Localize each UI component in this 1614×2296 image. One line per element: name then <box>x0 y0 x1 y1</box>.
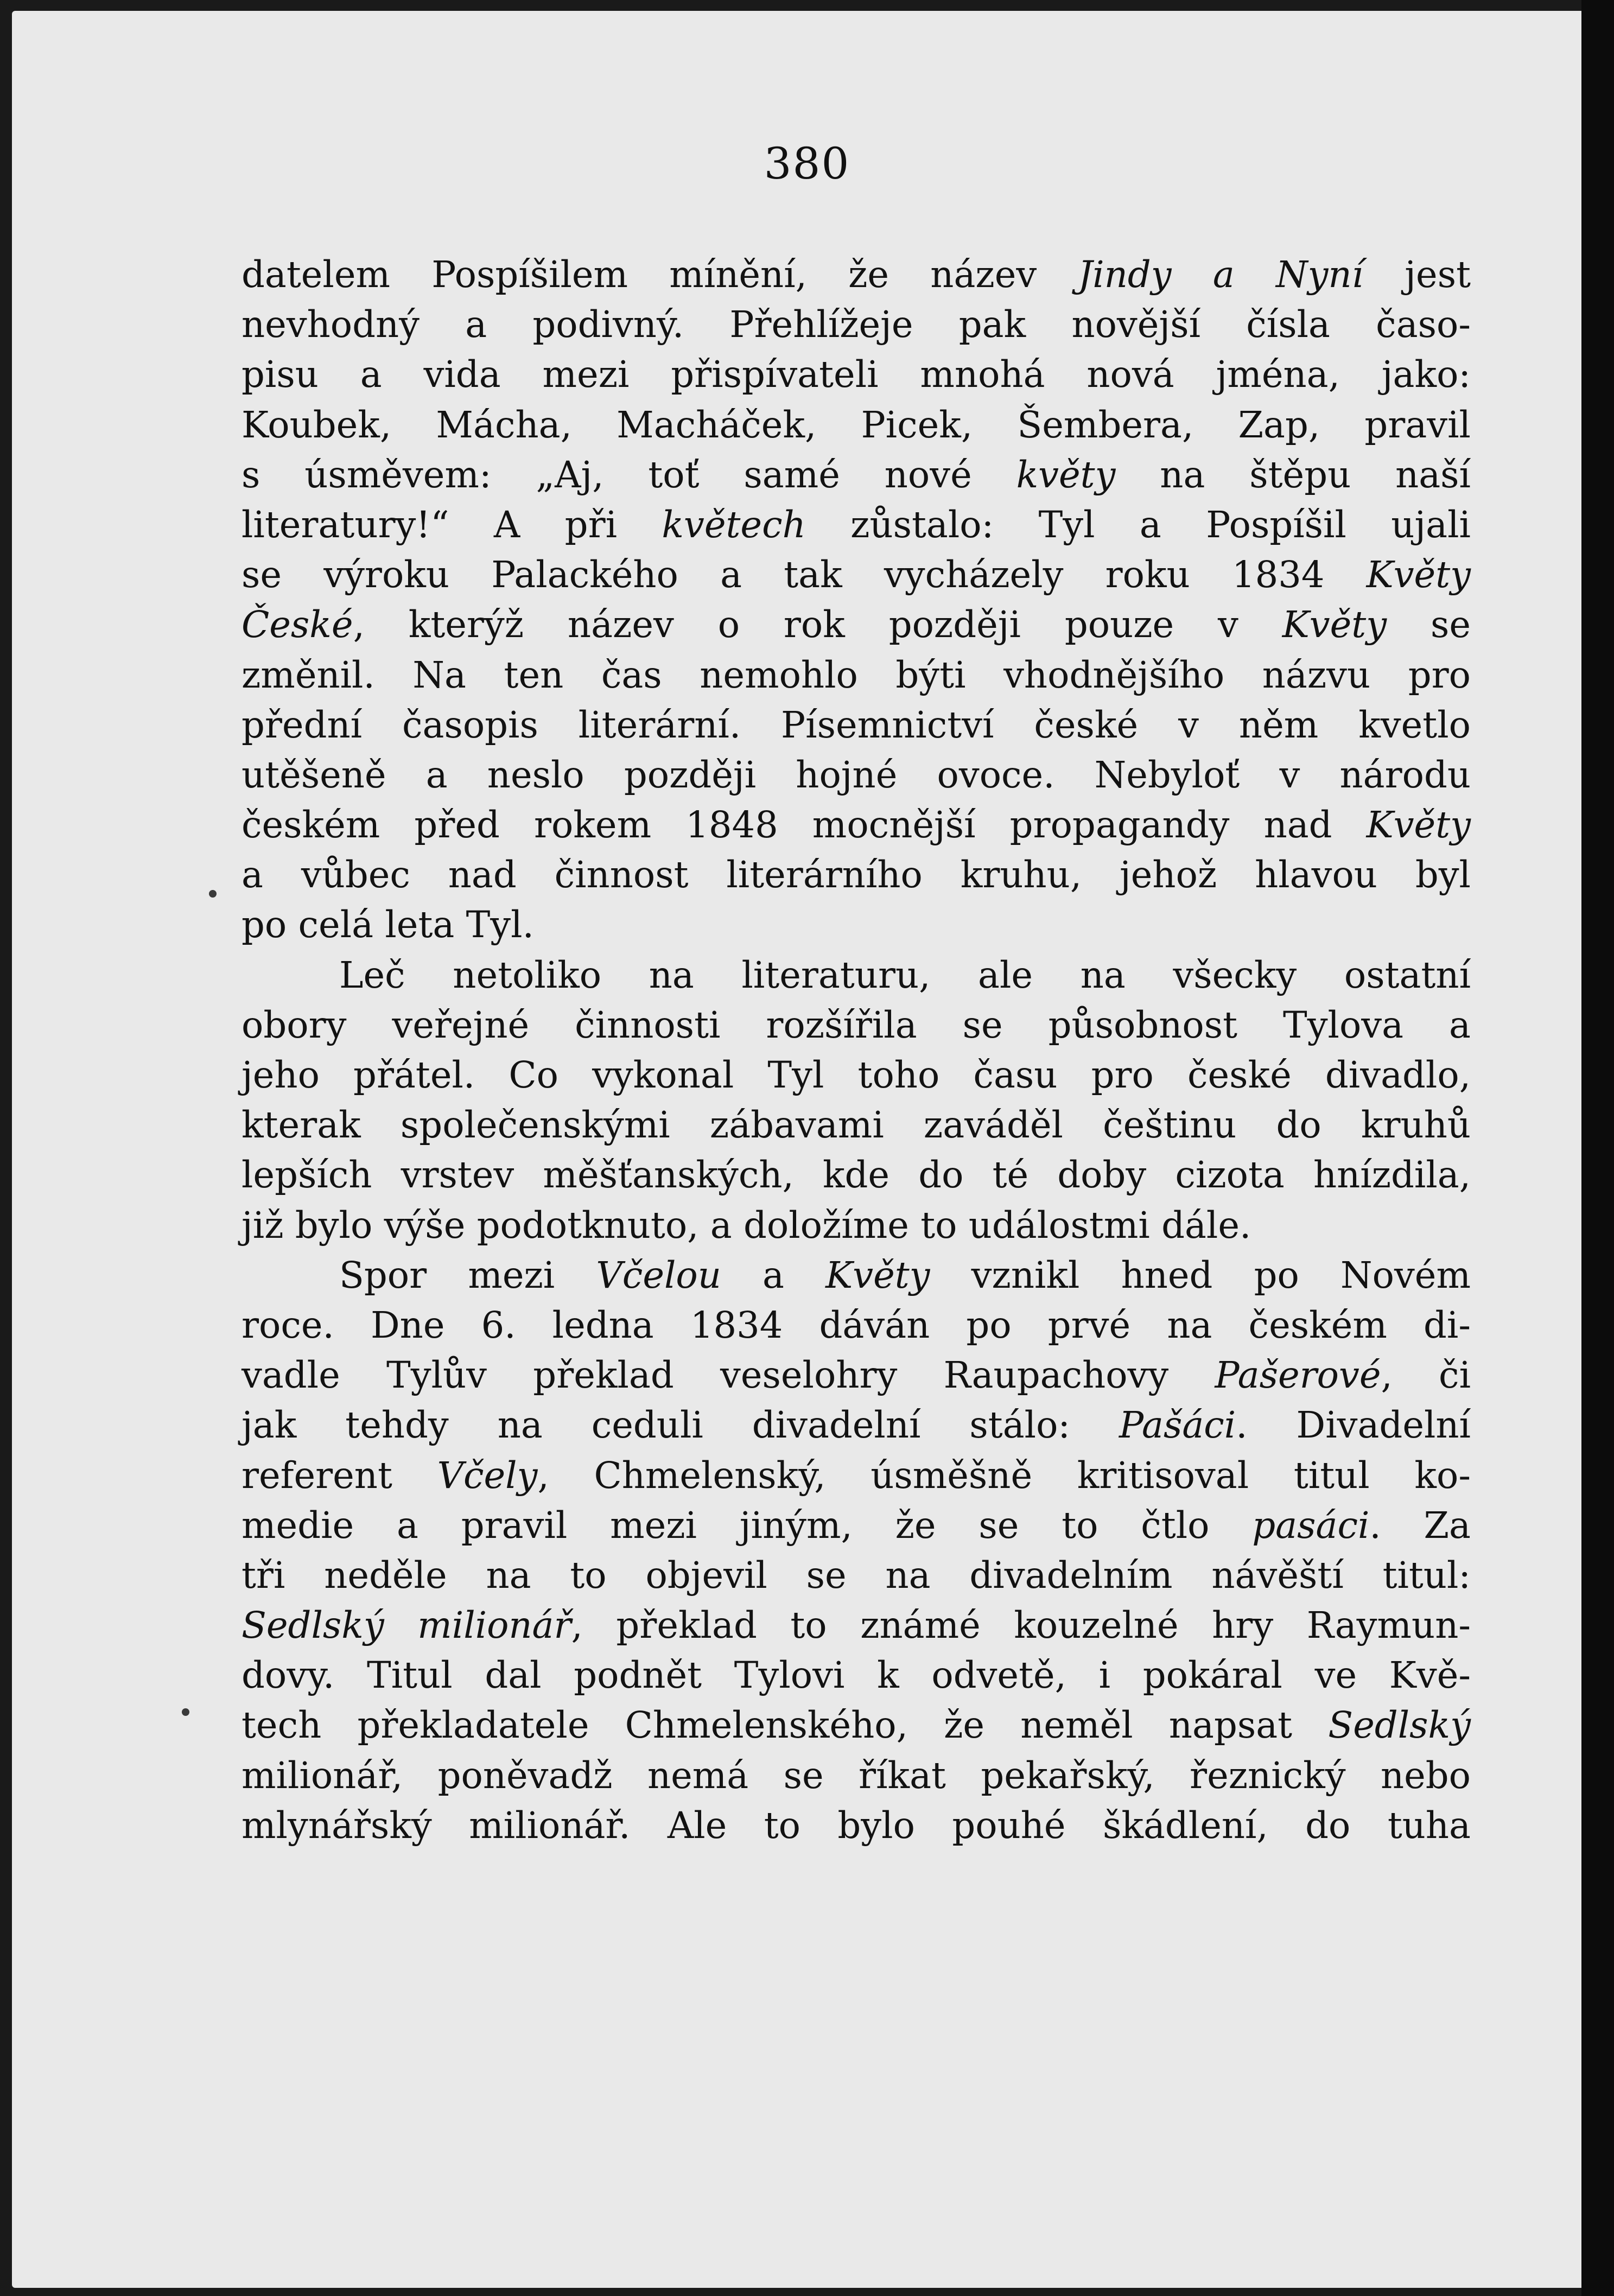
text-segment: tři neděle na to objevil se na divadelním návěští titul: <box>242 1554 1471 1597</box>
text-line <box>242 1300 1471 1350</box>
text-line <box>242 1350 1471 1400</box>
text-line <box>242 750 1471 800</box>
text-segment: . Za <box>1369 1504 1471 1547</box>
page-number: 380 <box>764 138 850 189</box>
text-segment: po celá leta Tyl. <box>242 904 534 946</box>
italic-title-segment: pasáci <box>1252 1504 1370 1547</box>
text-segment: literatury!“ A při <box>242 503 662 546</box>
text-line <box>242 450 1471 500</box>
text-segment: zůstalo: Tyl a Pospíšil ujali <box>805 503 1471 546</box>
text-line <box>242 1700 1471 1750</box>
italic-title-segment: Květy <box>825 1254 930 1296</box>
text-line <box>242 700 1471 750</box>
text-line <box>242 400 1471 450</box>
italic-title-segment: Včely <box>437 1454 538 1497</box>
text-segment: , Chmelenský, úsměšně kritisoval titul ko- <box>537 1454 1471 1497</box>
text-segment: Spor mezi <box>339 1254 596 1296</box>
italic-title-segment: květy <box>1016 453 1116 496</box>
text-segment: na štěpu naší <box>1115 453 1471 496</box>
text-line <box>242 1550 1471 1600</box>
text-segment: přední časopis literární. Písemnictví české v něm kvetlo <box>242 703 1471 746</box>
italic-title-segment: květech <box>662 503 806 546</box>
text-line <box>242 900 1471 950</box>
italic-title-segment: Pašerové <box>1215 1354 1381 1397</box>
text-segment: utěšeně a neslo později hojné ovoce. Nebyloť v národu <box>242 753 1471 796</box>
text-segment: , či <box>1381 1354 1471 1397</box>
italic-title-segment: Sedlský milionář <box>242 1604 571 1647</box>
text-segment: pisu a vida mezi přispívateli mnohá nová jména, jako: <box>242 353 1471 396</box>
text-segment: roce. Dne 6. ledna 1834 dáván po prvé na českém di- <box>242 1303 1471 1346</box>
text-line <box>242 1050 1471 1100</box>
italic-title-segment: Pašáci <box>1119 1404 1236 1447</box>
text-line <box>242 349 1471 399</box>
text-segment: milionář, poněvadž nemá se říkat pekařský, řeznický nebo <box>242 1754 1471 1797</box>
text-line <box>242 600 1471 650</box>
text-line <box>242 950 1471 1000</box>
text-segment: vadle Tylův překlad veselohry Raupachovy <box>242 1354 1215 1397</box>
text-segment: změnil. Na ten čas nemohlo býti vhodnějšího názvu pro <box>242 653 1471 696</box>
text-line <box>242 1400 1471 1450</box>
text-segment: tech překladatele Chmelenského, že neměl napsat <box>242 1704 1329 1747</box>
text-segment: datelem Pospíšilem mínění, že název <box>242 253 1078 296</box>
text-line <box>242 1451 1471 1500</box>
text-line <box>242 250 1471 300</box>
text-line <box>242 850 1471 900</box>
italic-title-segment: Květy <box>1366 804 1471 847</box>
text-segment: kterak společenskými zábavami zaváděl češtinu do kruhů <box>242 1104 1471 1147</box>
text-line <box>242 1801 1471 1850</box>
text-segment: se výroku Palackého a tak vycházely roku 1834 <box>242 554 1367 596</box>
text-segment: se <box>1387 603 1471 646</box>
text-line <box>242 1200 1471 1250</box>
text-segment: nevhodný a podivný. Přehlížeje pak novější čísla časo- <box>242 303 1471 346</box>
italic-title-segment: Květy <box>1366 554 1471 596</box>
text-line <box>242 1250 1471 1300</box>
text-segment: referent <box>242 1454 437 1497</box>
text-segment: Koubek, Mácha, Macháček, Picek, Šembera, Zap, pravil <box>242 403 1471 446</box>
italic-title-segment: Včelou <box>596 1254 721 1296</box>
text-segment: jest <box>1363 253 1471 296</box>
text-segment: , překlad to známé kouzelné hry Raymun- <box>571 1604 1471 1647</box>
body-text <box>242 250 1471 1850</box>
text-line <box>242 1000 1471 1050</box>
text-segment: , kterýž název o rok později pouze v <box>353 603 1282 646</box>
italic-title-segment: Sedlský <box>1328 1704 1471 1747</box>
italic-title-segment: Květy <box>1282 603 1387 646</box>
text-line <box>242 800 1471 850</box>
text-segment: jak tehdy na ceduli divadelní stálo: <box>242 1404 1119 1447</box>
text-line <box>242 300 1471 349</box>
text-segment: dovy. Titul dal podnět Tylovi k odvetě, i pokáral ve Kvě- <box>242 1654 1471 1697</box>
text-segment: Leč netoliko na literaturu, ale na všecky ostatní <box>339 953 1471 996</box>
text-segment: jeho přátel. Co vykonal Tyl toho času pro české divadlo, <box>242 1054 1471 1096</box>
text-line <box>242 1650 1471 1700</box>
text-line <box>242 650 1471 700</box>
text-line <box>242 1500 1471 1550</box>
scan-edge-shadow <box>1581 0 1614 2296</box>
text-segment: obory veřejné činnosti rozšířila se působnost Tylova a <box>242 1003 1471 1046</box>
text-line <box>242 1600 1471 1650</box>
text-segment: vznikl hned po Novém <box>930 1254 1471 1296</box>
italic-title-segment: Jindy a Nyní <box>1078 253 1364 296</box>
text-line <box>242 550 1471 600</box>
text-line <box>242 500 1471 550</box>
margin-dot-mark <box>182 1708 189 1716</box>
text-line <box>242 1100 1471 1150</box>
text-line <box>242 1150 1471 1200</box>
text-segment: . Divadelní <box>1236 1404 1471 1447</box>
text-segment: medie a pravil mezi jiným, že se to čtlo <box>242 1504 1253 1547</box>
text-segment: českém před rokem 1848 mocnější propagandy nad <box>242 804 1367 847</box>
text-segment: již bylo výše podotknuto, a doložíme to událostmi dále. <box>242 1204 1251 1246</box>
text-segment: lepších vrstev měšťanských, kde do té doby cizota hnízdila, <box>242 1154 1471 1197</box>
text-segment: mlynářský milionář. Ale to bylo pouhé škádlení, do tuha <box>242 1804 1471 1847</box>
margin-dot-mark <box>209 890 217 898</box>
text-segment: s úsměvem: „Aj, toť samé nové <box>242 453 1016 496</box>
text-segment: a <box>721 1254 826 1296</box>
text-line <box>242 1751 1471 1801</box>
text-segment: a vůbec nad činnost literárního kruhu, jehož hlavou byl <box>242 854 1471 896</box>
italic-title-segment: České <box>242 603 353 646</box>
